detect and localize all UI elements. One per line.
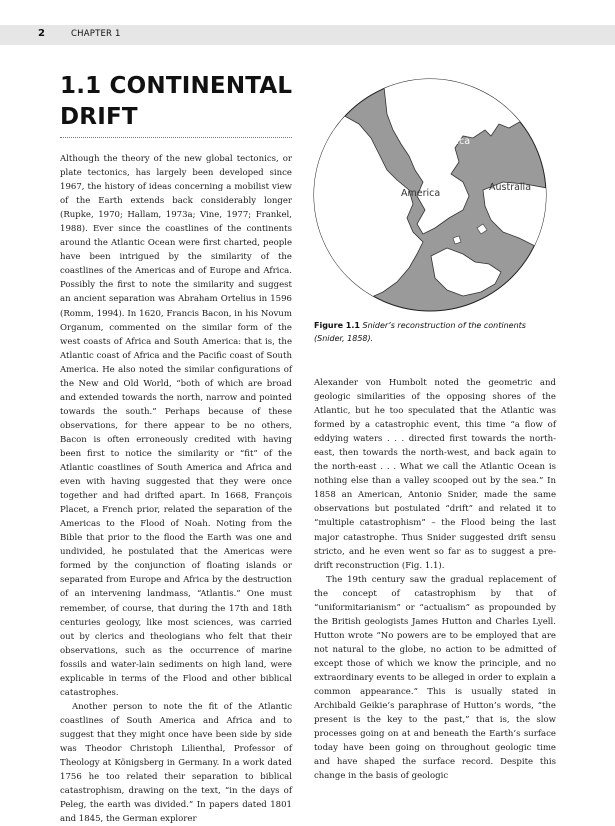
map-label-asia: Asia <box>494 116 514 127</box>
map-label-america: America <box>401 188 441 199</box>
chapter-label: CHAPTER 1 <box>71 29 121 39</box>
map-label-europe: Europe <box>434 92 468 103</box>
title-divider <box>60 137 292 138</box>
section-title: 1.1 CONTINENTAL DRIFT <box>60 73 293 130</box>
figure-caption-text: Snider’s reconstruction of the continents (Snider, 1858). <box>314 321 526 343</box>
body-text-right-column <box>314 376 556 783</box>
paragraph: Another person to note the fit of the Atlantic coastlines of South America and Africa and to suggest that they might once have been side by side was Theodor Christoph Lilienthal, Professor of Theology at Königsberg in Germany. In a work dated 1756 he too related their separation to biblical catastrophism, drawing on the text, “in the days of Peleg, the earth was divided.” In papers dated 1801 and 1845, the German explorer <box>60 701 292 825</box>
paragraph: Although the theory of the new global tectonics, or plate tectonics, has largely been developed since 1967, the history of ideas concerning a mobilist view of the Earth extends back considerably longer (Rupke, 1970; Hallam, 1973a; Vine, 1977; Frankel, 1988). Ever since the coastlines of the continents around the Atlantic Ocean were first charted, people have been intrigued by the similarity of the coastlines of the Americas and of Europe and Africa. Possibly the first to note the similarity and suggest an ancient separation was Abraham Ortelius in 1596 (Romm, 1994). In 1620, Francis Bacon, in his Novum Organum, commented on the similar form of the west coasts of Africa and South America: that is, the Atlantic coast of Africa and the Pacific coast of South America. He also noted the similar configurations of the New and Old World, “both of which are broad and extended towards the north, narrow and pointed towards the south.” Perhaps because of these observations, for there appear to be no others, Bacon is often erroneously credited with having been first to notice the similarity or “fit” of the Atlantic coastlines of South America and Africa and even with having suggested that they were once together and had drifted apart. In 1668, François Placet, a French prior, related the separation of the Americas to the Flood of Noah. Noting from the Bible that prior to the flood the Earth was one and undivided, he postulated that the Americas were formed by the conjunction of floating islands or separated from Europe and Africa by the destruction of an intervening landmass, “Atlantis.” One must remember, of course, that during the 17th and 18th centuries geology, like most sciences, was carried out by clerics and theologians who felt that their observations, such as the occurrence of marine fossils and water-lain sediments on high land, were explicable in terms of the Flood and other biblical catastrophes. <box>60 154 292 698</box>
paragraph: The 19th century saw the gradual replacement of the concept of catastrophism by that of “uniformitarianism” or “actualism” as propounded by the British geologists James Hutton and Charles Lyell. Hutton wrote “No powers are to be employed that are not natural to the globe, no action to be admitted of except those of which we know the principle, and no extraordinary events to be alleged in order to explain a common appearance.” This is usually stated in Archibald Geikie’s paraphrase of Hutton’s words, “the present is the key to the past,” that is, the slow processes going on at and beneath the Earth’s surface today have been going on throughout geologic time and have shaped the surface record. Despite this change in the basis of geologic <box>314 574 556 782</box>
figure-caption <box>314 320 554 345</box>
body-text-left-column <box>60 152 292 826</box>
snider-reconstruction-map <box>313 78 547 312</box>
figure-label: Figure 1.1 <box>314 321 360 330</box>
map-label-africa: Africa <box>443 136 471 147</box>
page-number: 2 <box>38 28 45 39</box>
paragraph: Alexander von Humbolt noted the geometric and geologic similarities of the opposing shores of the Atlantic, but he too speculated that the Atlantic was formed by a catastrophic event, this time “a flow of eddying waters . . . directed first towards the north-east, then towards the north-west, and back again to the north-east . . . What we call the Atlantic Ocean is nothing else than a valley scooped out by the sea.” In 1858 an American, Antonio Snider, made the same observations but postulated “drift” and related it to “multiple catastrophism” – the Flood being the last major catastrophe. Thus Snider suggested drift sensu stricto, and he even went so far as to suggest a pre-drift reconstruction (Fig. 1.1). <box>314 378 556 571</box>
map-label-australia: Australia <box>489 182 532 193</box>
